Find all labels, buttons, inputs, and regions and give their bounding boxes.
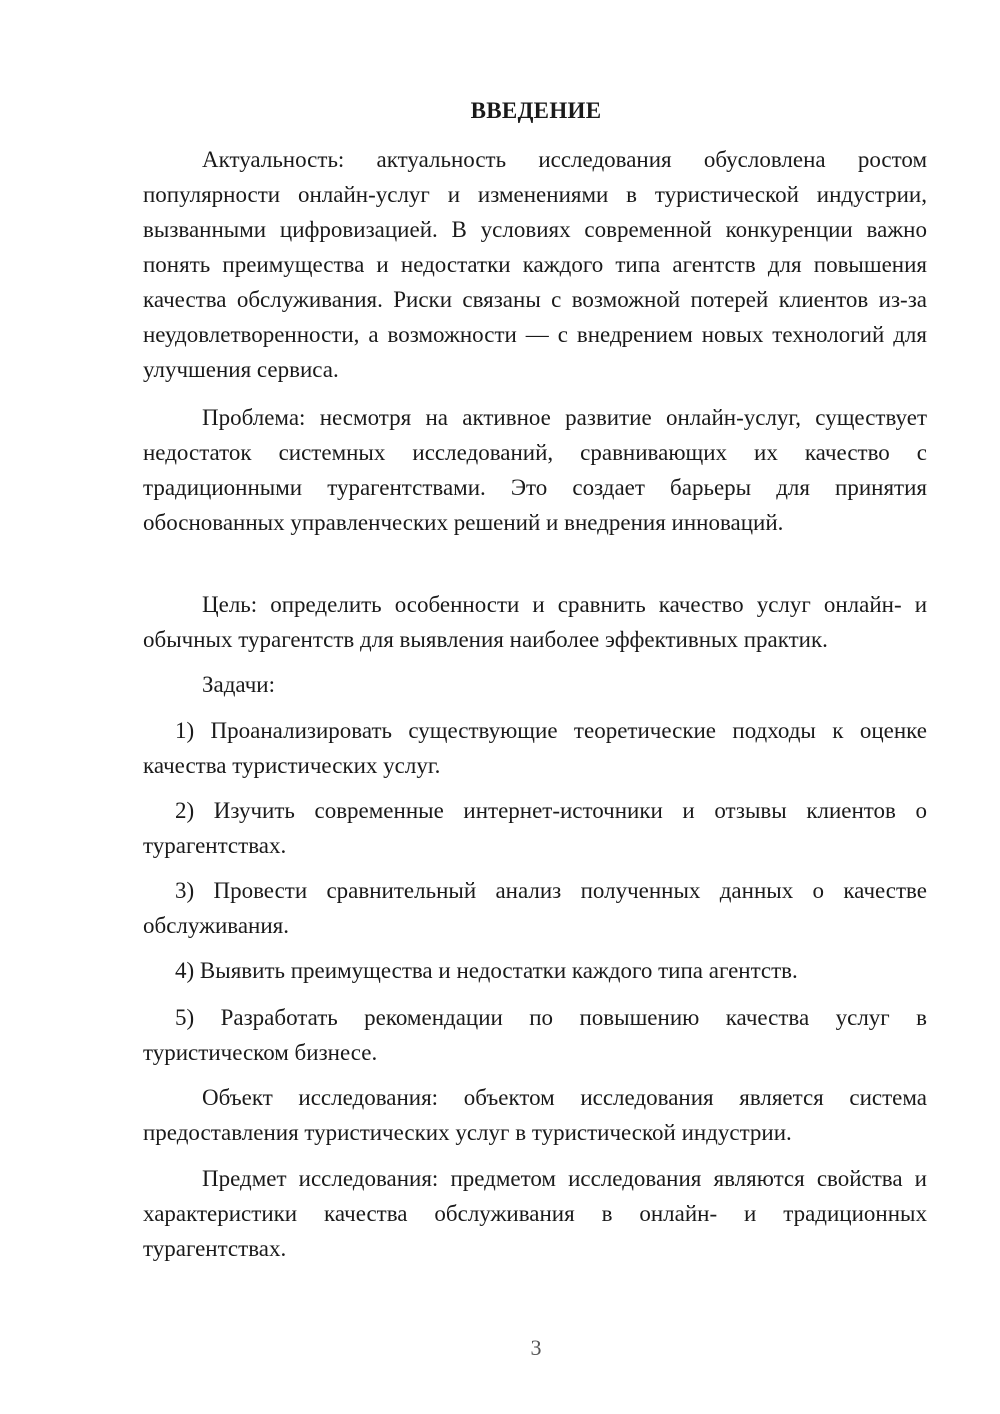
paragraph-problem: Проблема: несмотря на активное развитие онлайн-услуг, существует недостаток системных исследований, сравнивающих их качество с традиционными турагентствами. Это создает барьеры для принятия обоснованных управленческих решений и внедрения инноваций. — [143, 405, 927, 535]
page-number: 3 — [530, 1335, 542, 1360]
task-item-2: 2) Изучить современные интернет-источники и отзывы клиентов о турагентствах. — [143, 798, 927, 858]
tasks-label: Задачи: — [202, 672, 275, 697]
paragraph-relevance: Актуальность: актуальность исследования обусловлена ростом популярности онлайн-услуг и изменениями в туристической индустрии, вызванными цифровизацией. В условиях современной конкуренции важно понять преимущества и недостатки каждого типа агентств для повышения качества обслуживания. Риски связаны с возможной потерей клиентов из-за неудовлетворенности, а возможности — с внедрением новых технологий для улучшения сервиса. — [143, 147, 927, 382]
task-item-1: 1) Проанализировать существующие теоретические подходы к оценке качества туристических услуг. — [143, 718, 927, 778]
section-heading: ВВЕДЕНИЕ — [470, 98, 602, 123]
task-item-4: 4) Выявить преимущества и недостатки каждого типа агентств. — [175, 958, 798, 983]
task-item-3: 3) Провести сравнительный анализ полученных данных о качестве обслуживания. — [143, 878, 927, 938]
paragraph-object: Объект исследования: объектом исследования является система предоставления туристических услуг в туристической индустрии. — [143, 1085, 927, 1145]
paragraph-subject: Предмет исследования: предметом исследования являются свойства и характеристики качества обслуживания в онлайн- и традиционных турагентствах. — [143, 1166, 927, 1261]
task-item-5: 5) Разработать рекомендации по повышению качества услуг в туристическом бизнесе. — [143, 1005, 927, 1065]
paragraph-goal: Цель: определить особенности и сравнить качество услуг онлайн- и обычных турагентств для выявления наиболее эффективных практик. — [143, 592, 927, 652]
